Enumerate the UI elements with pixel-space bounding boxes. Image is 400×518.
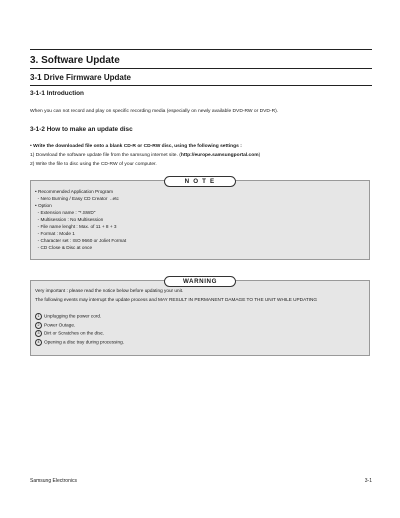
note-line: - Extension name : "*.SWD": [35, 210, 96, 215]
note-line: • Option: [35, 203, 52, 208]
warning-item: [35, 313, 317, 322]
circled-number-icon: 3: [35, 330, 42, 337]
step-1-prefix: 1) Download the software update file from the samsung internet site. (: [30, 153, 181, 158]
step-1: [30, 153, 260, 158]
warning-line-2: The following events may interrupt the update process and MAY RESULT IN PERMANENT DAMAGE TO THE UNIT WHILE UPDATING: [35, 296, 318, 302]
footer-left: Samsung Electronics: [30, 478, 77, 484]
note-line: - Format : Mode 1: [35, 231, 75, 236]
note-line: - File name lenght : Max. of 11 + 8 + 3: [35, 224, 117, 229]
section-title: 3. Software Update: [30, 54, 120, 66]
section-rule: [30, 68, 372, 69]
warning-item: [35, 339, 317, 348]
warning-title: WARNING: [164, 276, 236, 287]
warning-item-text: Unplugging the power cord.: [44, 313, 102, 319]
warning-item-text: Dirt or Scratches on the disc.: [44, 331, 105, 337]
step-1-suffix: ): [258, 153, 261, 158]
note-line: - Character set : ISO 9660 or Joliet Format: [35, 238, 127, 243]
top-rule: [30, 49, 372, 50]
intro-heading: 3-1-1 Introduction: [30, 90, 84, 97]
note-line: - CD Close & Disc at once: [35, 245, 93, 250]
note-line: - Multisession : No Multisession: [35, 217, 104, 222]
intro-text: When you can not record and play on specific recording media (especially on newly available DVD-RW or DVD-R).: [30, 109, 279, 114]
warning-item: [35, 322, 317, 331]
note-box: [30, 180, 370, 260]
warning-item-text: Power Outage.: [44, 322, 76, 328]
warning-item-text: Opening a disc tray during processing.: [44, 339, 124, 345]
circled-number-icon: 2: [35, 322, 42, 329]
note-line: • Recommended Application Program: [35, 189, 113, 194]
howto-heading: 3-1-2 How to make an update disc: [30, 126, 133, 133]
subsection-rule: [30, 85, 372, 86]
circled-number-icon: 1: [35, 313, 42, 320]
subsection-title: 3-1 Drive Firmware Update: [30, 73, 131, 82]
warning-line-1: Very important : please read the notice below before updating your unit.: [35, 288, 184, 293]
warning-box: [30, 280, 370, 356]
footer-page-number: 3-1: [364, 478, 372, 484]
warning-lines: [35, 288, 317, 348]
step-1-url[interactable]: http://europe.samsungportal.com: [180, 153, 259, 158]
note-lines: [35, 188, 126, 251]
step-2: 2) Write the file to disc using the CD-RW of your computer.: [30, 162, 157, 167]
circled-number-icon: 4: [35, 339, 42, 346]
howto-bullet: • Write the downloaded file onto a blank CD-R or CD-RW disc, using the following settings :: [30, 144, 242, 149]
warning-item: [35, 330, 317, 339]
note-title: N O T E: [164, 176, 236, 187]
note-line: - Nero Burning / Easy CD Creator ..etc: [35, 196, 119, 201]
manual-page: [30, 0, 372, 518]
